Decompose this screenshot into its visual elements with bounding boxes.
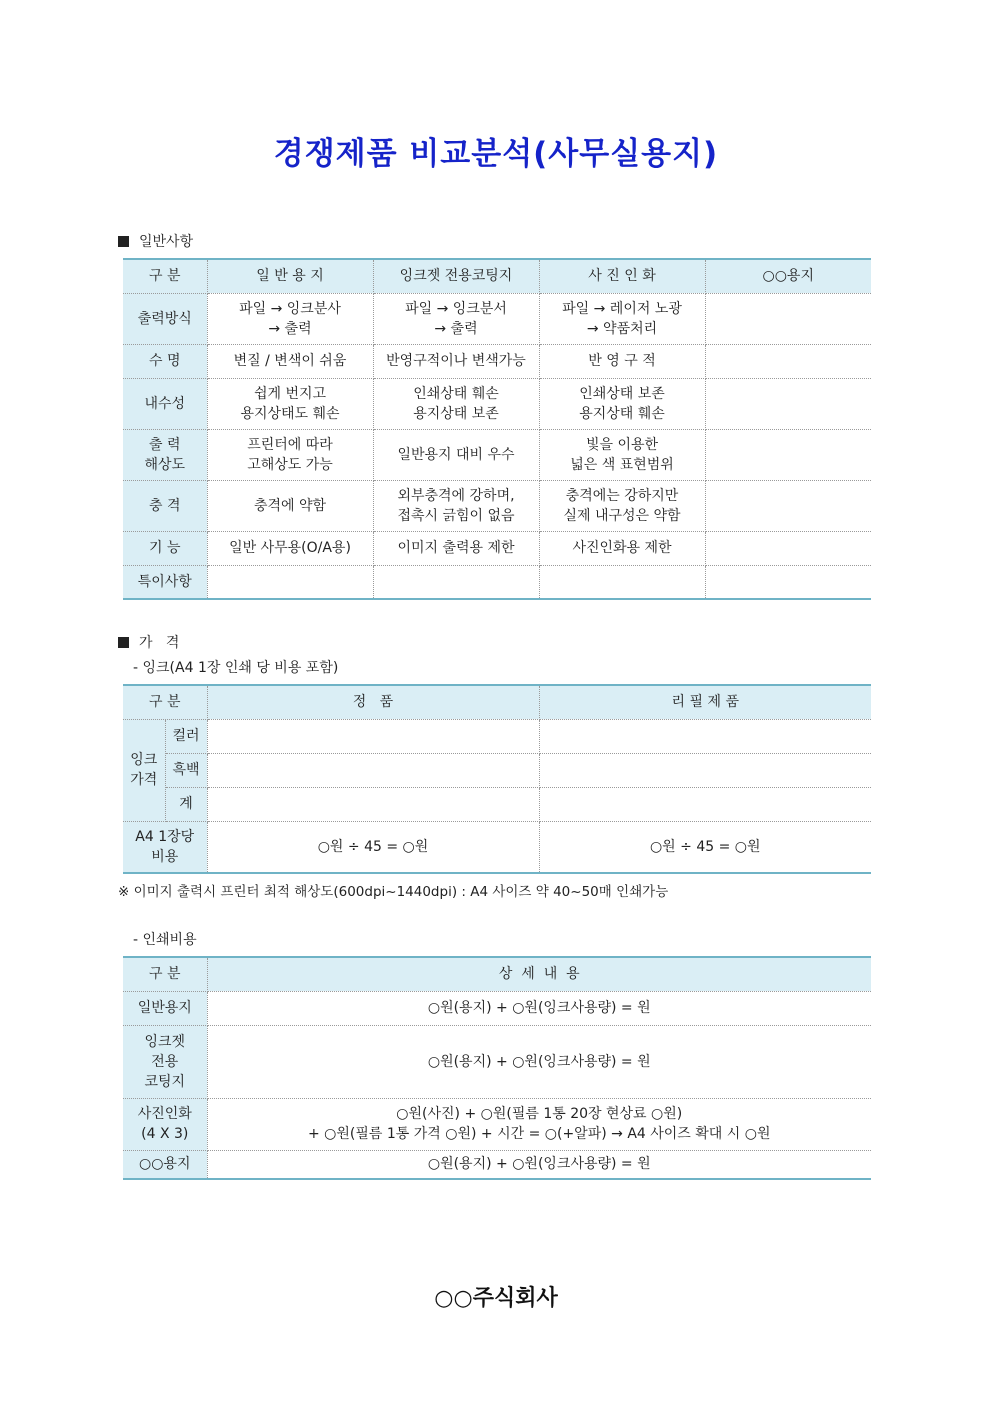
section-heading-price [118, 632, 179, 652]
header-cell: 구 분 [123, 685, 207, 719]
table-row [123, 1098, 871, 1150]
table-cell: ○원(용지) + ○원(잉크사용량) = 원 [207, 1025, 871, 1098]
table-cell: ○원(용지) + ○원(잉크사용량) = 원 [207, 991, 871, 1025]
table-cell: 쉽게 번지고 용지상태도 훼손 [207, 378, 373, 429]
row-label: 내수성 [123, 378, 207, 429]
table-row [123, 565, 871, 599]
row-label: A4 1장당 비용 [123, 821, 207, 873]
header-cell: 구 분 [123, 259, 207, 293]
row-label: 충 격 [123, 480, 207, 531]
header-cell: 상 세 내 용 [207, 957, 871, 991]
header-cell: 잉크젯 전용코팅지 [373, 259, 539, 293]
general-comparison-table [123, 258, 871, 600]
row-label: 출력방식 [123, 293, 207, 344]
table-header-row [123, 957, 871, 991]
table-cell [539, 787, 871, 821]
table-cell [539, 719, 871, 753]
table-cell [207, 565, 373, 599]
print-cost-table [123, 956, 871, 1180]
section-heading-general [118, 231, 193, 251]
row-label: 일반용지 [123, 991, 207, 1025]
ink-subheading: - 잉크(A4 1장 인쇄 당 비용 포함) [133, 660, 339, 676]
table-cell: 반영구적이나 변색가능 [373, 344, 539, 378]
section-heading-label: 일반사항 [139, 234, 194, 250]
table-cell: 반 영 구 적 [539, 344, 705, 378]
table-row [123, 429, 871, 480]
table-cell [539, 753, 871, 787]
table-cell: 인쇄상태 보존 용지상태 훼손 [539, 378, 705, 429]
table-cell: 외부충격에 강하며, 접촉시 긁힘이 없음 [373, 480, 539, 531]
table-cell: 일반용지 대비 우수 [373, 429, 539, 480]
header-cell: ○○용지 [705, 259, 871, 293]
table-row [123, 531, 871, 565]
resolution-note: ※ 이미지 출력시 프린터 최적 해상도(600dpi~1440dpi) : A4 사이즈 약 40~50매 인쇄가능 [118, 884, 669, 900]
table-cell: ○원(사진) + ○원(필름 1통 20장 현상료 ○원) + ○원(필름 1통 가격 ○원) + 시간 = ○(+알파) → A4 사이즈 확대 시 ○원 [207, 1098, 871, 1150]
table-cell: 파일 → 레이저 노광 → 약품처리 [539, 293, 705, 344]
table-cell: 빛을 이용한 넓은 색 표현범위 [539, 429, 705, 480]
table-cell: 변질 / 변색이 쉬움 [207, 344, 373, 378]
table-cell [705, 565, 871, 599]
row-label: ○○용지 [123, 1150, 207, 1179]
table-cell: 인쇄상태 훼손 용지상태 보존 [373, 378, 539, 429]
print-cost-subheading: - 인쇄비용 [133, 932, 197, 948]
table-cell [705, 429, 871, 480]
table-cell: 파일 → 잉크분사 → 출력 [207, 293, 373, 344]
section-heading-label: 가 격 [139, 635, 180, 651]
table-cell [373, 565, 539, 599]
row-label: 잉크젯 전용 코팅지 [123, 1025, 207, 1098]
ink-price-label: 잉크 가격 [123, 719, 165, 821]
ink-price-table [123, 684, 871, 874]
square-bullet-icon [118, 637, 129, 648]
table-cell [705, 378, 871, 429]
table-row [123, 787, 871, 821]
table-row [123, 719, 871, 753]
table-row [123, 1150, 871, 1179]
table-row [123, 753, 871, 787]
header-cell: 정 품 [207, 685, 539, 719]
table-cell: 이미지 출력용 제한 [373, 531, 539, 565]
header-cell: 구 분 [123, 957, 207, 991]
table-cell [539, 565, 705, 599]
table-header-row [123, 259, 871, 293]
row-label: 사진인화 (4 X 3) [123, 1098, 207, 1150]
company-name: ○○주식회사 [434, 1286, 558, 1311]
table-row [123, 1025, 871, 1098]
page-title: 경쟁제품 비교분석(사무실용지) [273, 136, 719, 172]
table-cell: 프린터에 따라 고해상도 가능 [207, 429, 373, 480]
table-cell: ○원(용지) + ○원(잉크사용량) = 원 [207, 1150, 871, 1179]
table-row [123, 821, 871, 873]
table-cell [207, 753, 539, 787]
table-cell: 일반 사무용(O/A용) [207, 531, 373, 565]
table-row [123, 378, 871, 429]
row-label: 수 명 [123, 344, 207, 378]
header-cell: 사 진 인 화 [539, 259, 705, 293]
header-cell: 일 반 용 지 [207, 259, 373, 293]
table-row [123, 293, 871, 344]
table-cell: 충격에 약함 [207, 480, 373, 531]
square-bullet-icon [118, 236, 129, 247]
table-row [123, 480, 871, 531]
table-row [123, 991, 871, 1025]
row-label: 흑백 [165, 753, 207, 787]
table-cell [705, 480, 871, 531]
table-header-row [123, 685, 871, 719]
table-row [123, 344, 871, 378]
table-cell [705, 531, 871, 565]
header-cell: 리 필 제 품 [539, 685, 871, 719]
table-cell: 사진인화용 제한 [539, 531, 705, 565]
table-cell [207, 787, 539, 821]
table-cell: ○원 ÷ 45 = ○원 [539, 821, 871, 873]
row-label: 계 [165, 787, 207, 821]
table-cell [207, 719, 539, 753]
table-cell: 충격에는 강하지만 실제 내구성은 약함 [539, 480, 705, 531]
table-cell: ○원 ÷ 45 = ○원 [207, 821, 539, 873]
table-cell [705, 344, 871, 378]
table-cell [705, 293, 871, 344]
table-cell: 파일 → 잉크분서 → 출력 [373, 293, 539, 344]
row-label: 특이사항 [123, 565, 207, 599]
row-label: 기 능 [123, 531, 207, 565]
row-label: 컬러 [165, 719, 207, 753]
row-label: 출 력 해상도 [123, 429, 207, 480]
